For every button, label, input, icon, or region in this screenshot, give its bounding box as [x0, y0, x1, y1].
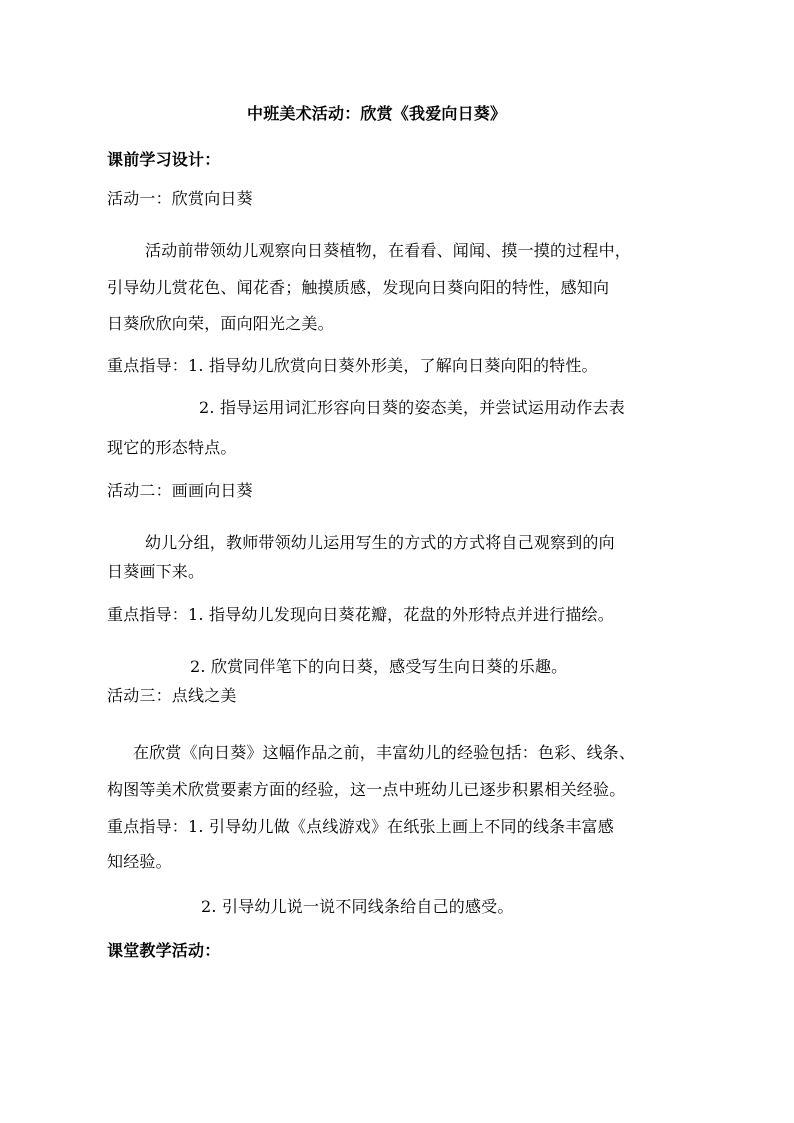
document-title: 中班美术活动：欣赏《我爱向日葵》	[247, 104, 507, 123]
activity3-paragraph-line: 构图等美术欣赏要素方面的经验，这一点中班幼儿已逐步积累相关经验。	[107, 780, 626, 799]
activity1-heading: 活动一：欣赏向日葵	[107, 189, 253, 208]
activity1-key-guidance: 重点指导：1. 指导幼儿欣赏向日葵外形美，了解向日葵向阳的特性。	[107, 356, 598, 375]
activity2-paragraph-line: 日葵画下来。	[107, 562, 205, 581]
activity3-paragraph-line: 在欣赏《向日葵》这幅作品之前，丰富幼儿的经验包括：色彩、线条、	[133, 743, 636, 762]
activity1-paragraph-line: 引导幼儿赏花色、闻花香；触摸质感，发现向日葵向阳的特性，感知向	[107, 278, 610, 297]
activity3-key-guidance: 重点指导：1. 引导幼儿做《点线游戏》在纸张上画上不同的线条丰富感	[107, 817, 614, 836]
activity3-key-guidance: 2. 引导幼儿说一说不同线条给自己的感受。	[201, 897, 514, 916]
activity2-key-guidance: 2. 欣赏同伴笔下的向日葵，感受写生向日葵的乐趣。	[190, 657, 568, 676]
section-heading-pre-class: 课前学习设计：	[107, 150, 221, 169]
activity3-key-guidance: 知经验。	[107, 852, 172, 871]
activity1-paragraph-line: 活动前带领幼儿观察向日葵植物，在看看、闻闻、摸一摸的过程中，	[145, 241, 632, 260]
activity1-key-guidance: 2. 指导运用词汇形容向日葵的姿态美，并尝试运用动作去表	[199, 398, 625, 417]
activity2-paragraph-line: 幼儿分组，教师带领幼儿运用写生的方式的方式将自己观察到的向	[145, 533, 615, 552]
activity2-key-guidance: 重点指导：1. 指导幼儿发现向日葵花瓣，花盘的外形特点并进行描绘。	[107, 605, 614, 624]
activity2-heading: 活动二：画画向日葵	[107, 481, 253, 500]
activity1-paragraph-line: 日葵欣欣向荣，面向阳光之美。	[107, 314, 334, 333]
activity1-key-guidance: 现它的形态特点。	[107, 438, 237, 457]
activity3-heading: 活动三：点线之美	[107, 686, 237, 705]
section-heading-classroom: 课堂教学活动：	[107, 941, 221, 960]
